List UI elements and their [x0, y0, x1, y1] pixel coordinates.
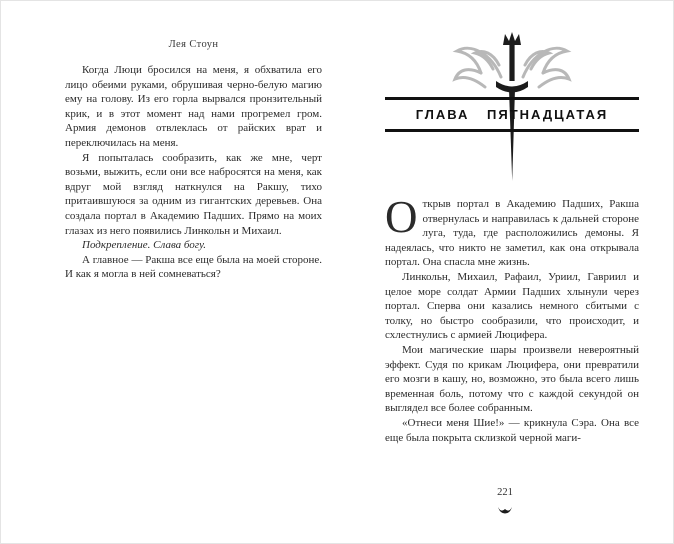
right-page — [337, 1, 673, 543]
paragraph: «Отнеси меня Шие!» — крикнула Сэра. Она все еще была покрыта склизкой черной маги- — [385, 416, 639, 444]
paragraph: А главное — Ракша все еще была на моей стороне. И как я могла в ней сомневаться? — [65, 253, 322, 281]
author-header: Лея Стоун — [168, 39, 219, 50]
chapter-title-band — [385, 97, 639, 132]
paragraph-with-dropcap — [385, 192, 639, 270]
left-page — [1, 1, 337, 543]
drop-cap: О — [385, 192, 418, 242]
paragraph-italic: Подкрепление. Слава богу. — [82, 239, 207, 252]
chapter-heading — [385, 31, 639, 189]
paragraph: Когда Люци бросился на меня, я обхватила его лицо обеими руками, обрушивая черно-белую магию ему на голову. Из его горла вырвался пронзительный крик, и в этот момент над нами прогремел гром. Армия демонов отвлеклась от райских врат и переключилась на меня. — [65, 64, 322, 149]
paragraph-text: ткрыв портал в Академию Падших, Ракша отвернулась и направилась к дальней стороне луга, туда, где расположились демоны. Я надеялась, что никто не заметил, как она открывала портал. Она спасла мне жизнь. — [385, 198, 639, 269]
page-number: 221 — [497, 487, 513, 498]
crescent-ornament-icon — [497, 506, 513, 514]
paragraph: Я попыталась сообразить, как же мне, черт возьми, выжить, если они все набросятся на меня, как вдруг мой взгляд наткнулся на Ракшу, тихо притаившуюся за одним из гигантских деревьев. Она создала портал в Академию Падших. Прямо на моих глазах из него появились Линкольн и Михаил. — [65, 151, 322, 237]
paragraph: Мои магические шары произвели невероятный эффект. Судя по крикам Люцифера, они превратили его мозги в кашу, но, возможно, это была всего лишь временная боль, потому что с каждой секундой он выглядел все более собранным. — [385, 343, 639, 415]
paragraph: Линкольн, Михаил, Рафаил, Уриил, Гавриил и целое море солдат Армии Падших хлынули через портал. Сперва они казались немного сбитыми с толку, но быстро сообразили, что происходит, и схлестнулись с армией Люцифера. — [385, 270, 639, 342]
page-footer — [337, 487, 673, 519]
chapter-title: ГЛАВА ПЯТНАДЦАТАЯ — [415, 107, 609, 122]
